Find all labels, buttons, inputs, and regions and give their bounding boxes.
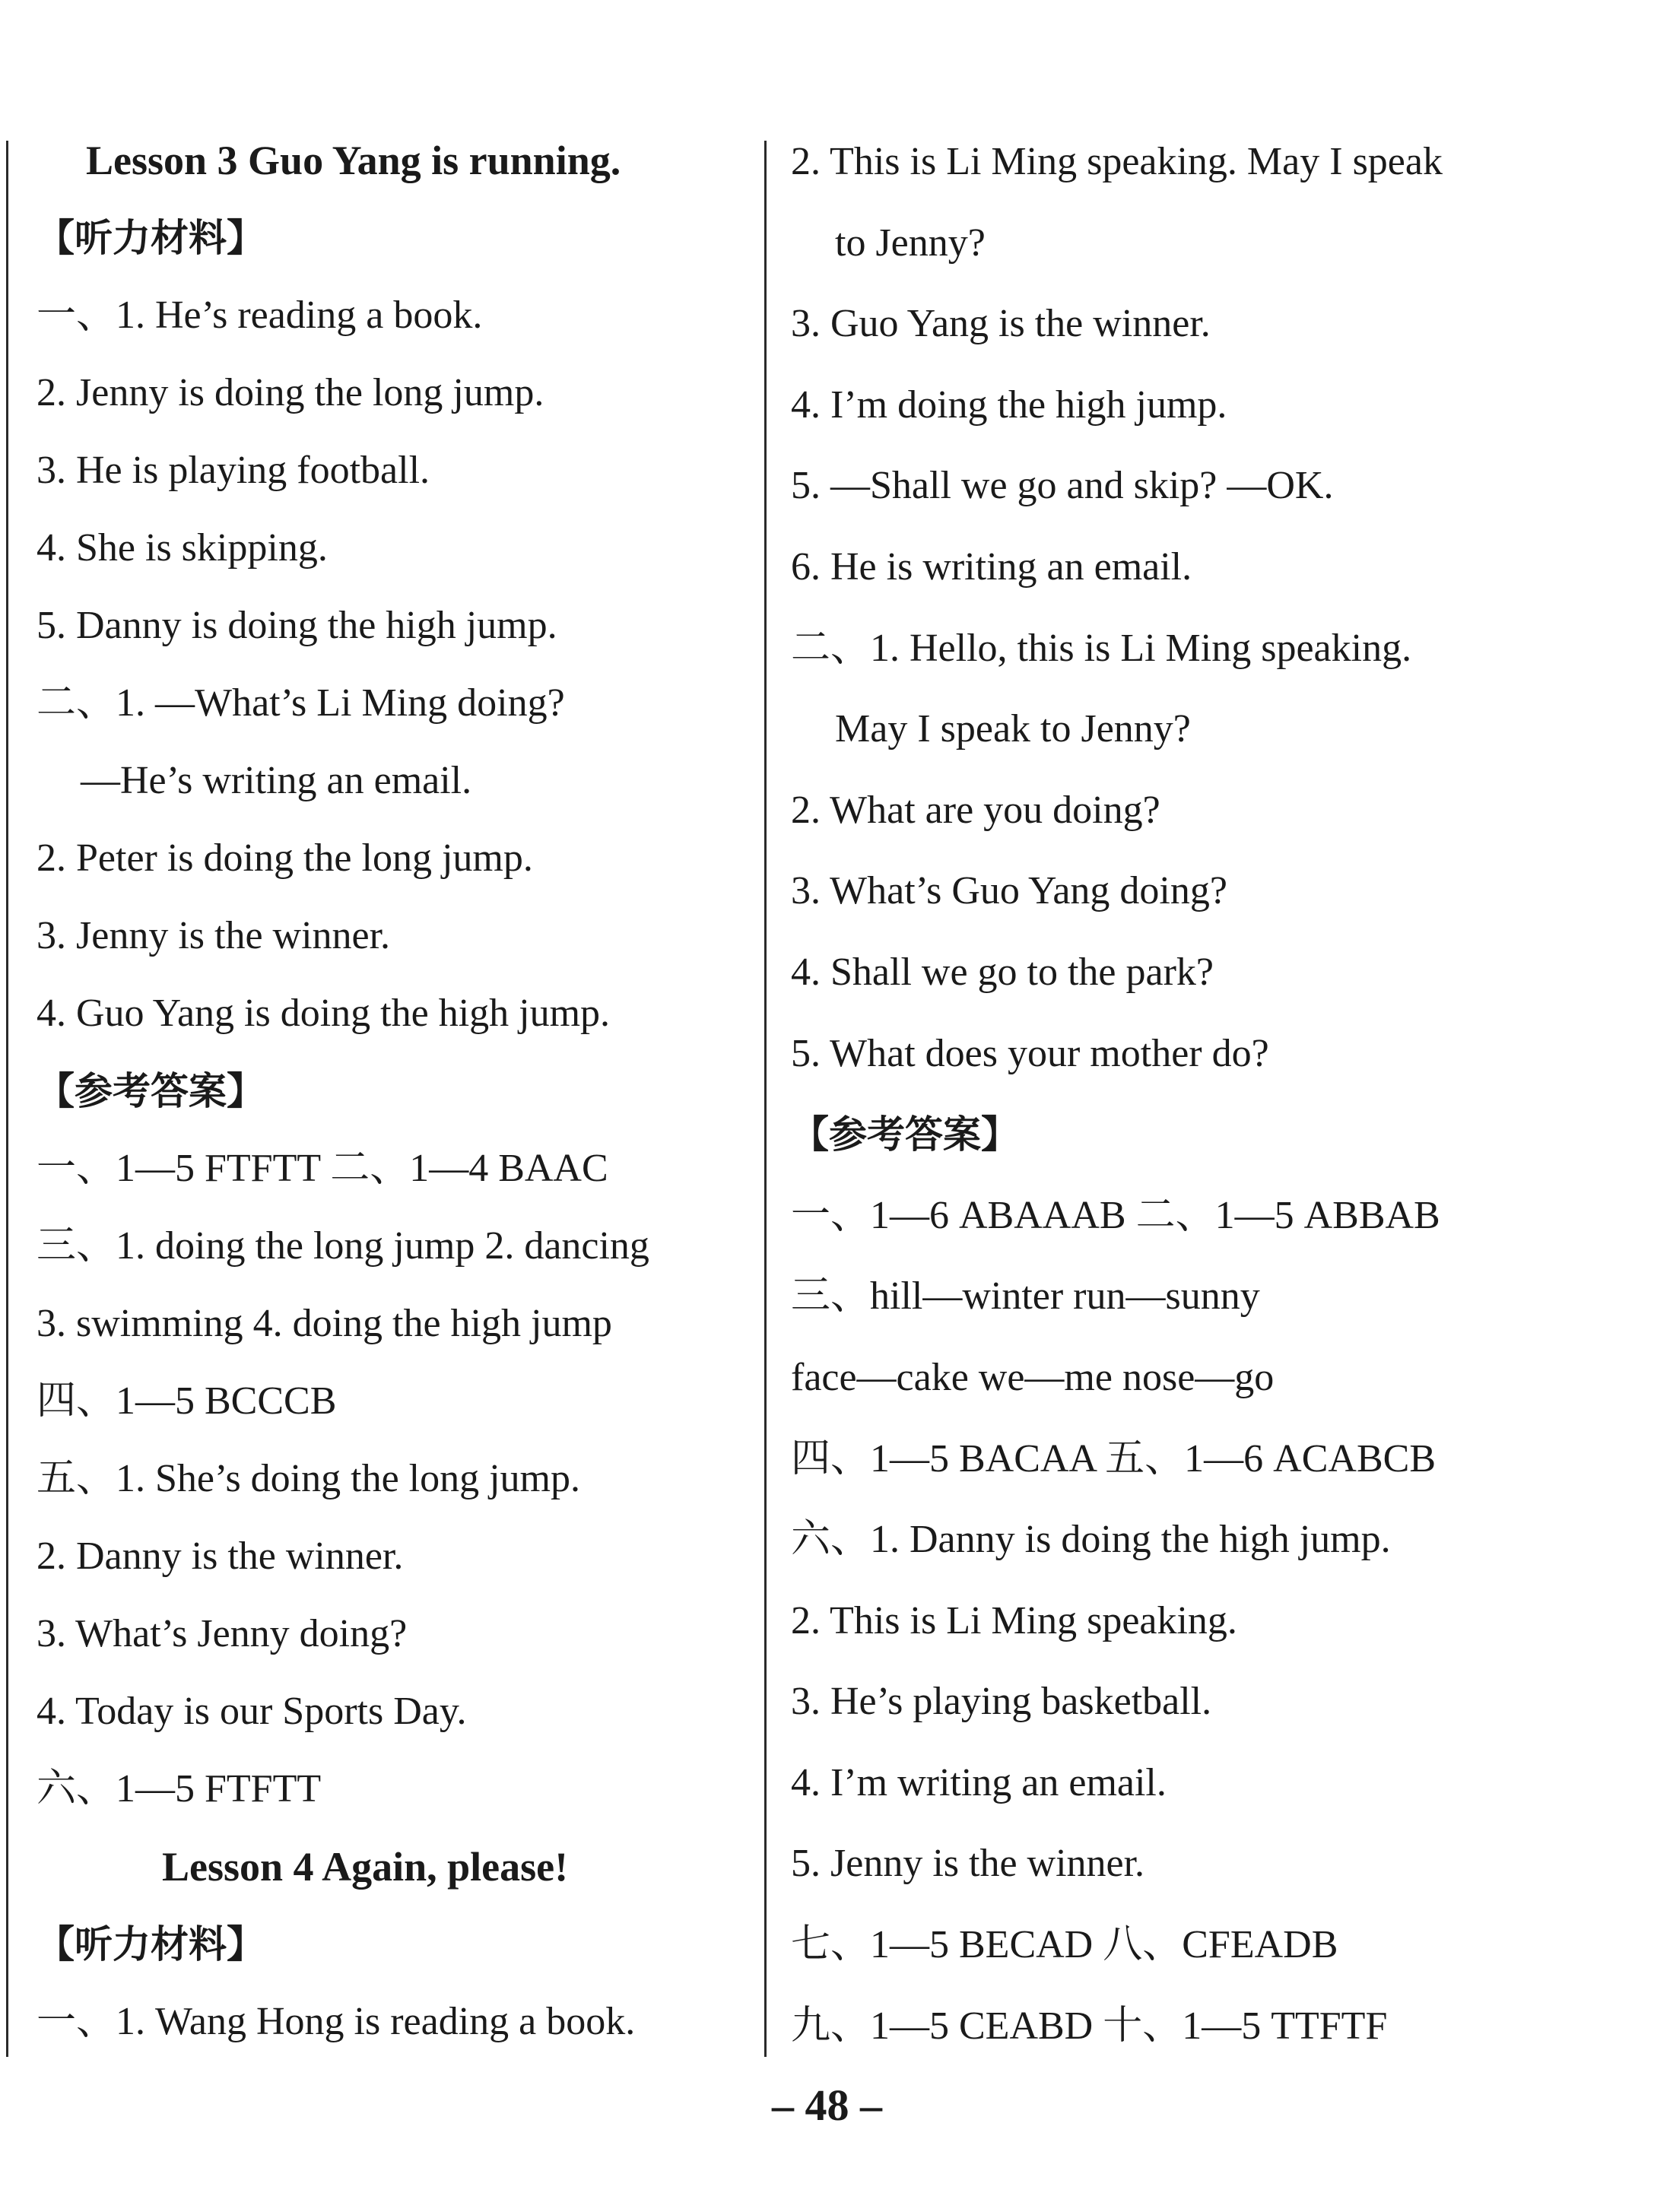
text-line: 一、1. Wang Hong is reading a book. [37,2000,636,2043]
text-line: 2. Peter is doing the long jump. [37,836,533,880]
text-line: 四、1—5 BCCCB [37,1379,337,1423]
section-heading: 【听力材料】 [37,1922,265,1966]
text-line: face—cake we—me nose—go [791,1355,1275,1399]
text-line: 二、1. —What’s Li Ming doing? [37,681,565,725]
text-line: 3. He’s playing basketball. [791,1680,1212,1724]
text-line: 七、1—5 BECAD 八、CFEADB [791,1923,1338,1967]
text-line: 4. Shall we go to the park? [791,950,1214,994]
text-line: 3. He is playing football. [37,449,430,492]
text-line: 2. This is Li Ming speaking. May I speak [791,140,1443,183]
text-line: 三、1. doing the long jump 2. dancing [37,1224,649,1268]
text-line-continued: —He’s writing an email. [81,759,472,802]
text-line: 六、1. Danny is doing the high jump. [791,1518,1391,1562]
text-line: 4. She is skipping. [37,526,328,570]
text-line: 四、1—5 BACAA 五、1—6 ACABCB [791,1436,1436,1480]
section-heading: 【参考答案】 [791,1112,1019,1157]
lesson-title: Lesson 3 Guo Yang is running. [86,138,621,183]
text-line: 5. —Shall we go and skip? —OK. [791,464,1334,508]
text-line: 5. What does your mother do? [791,1031,1269,1075]
text-line: 一、1. He’s reading a book. [37,294,483,337]
left-margin-rule [6,141,8,2057]
text-line: 4. Today is our Sports Day. [37,1690,467,1733]
text-line-continued: May I speak to Jenny? [835,707,1191,751]
text-line-continued: to Jenny? [835,221,986,265]
column-divider-rule [764,141,767,2057]
right-column [791,122,1521,2067]
text-line: 5. Danny is doing the high jump. [37,604,557,647]
text-line: 2. What are you doing? [791,788,1160,832]
text-line: 4. I’m doing the high jump. [791,382,1227,427]
page-number: – 48 – [772,2080,882,2130]
text-line: 六、1—5 FTFTT [37,1767,322,1811]
text-line: 二、1. Hello, this is Li Ming speaking. [791,626,1412,670]
text-line: 一、1—6 ABAAAB 二、1—5 ABBAB [791,1193,1440,1237]
text-line: 4. Guo Yang is doing the high jump. [37,992,611,1035]
text-line: 三、hill—winter run—sunny [791,1274,1260,1319]
text-line: 3. What’s Jenny doing? [37,1612,408,1655]
text-line: 九、1—5 CEABD 十、1—5 TTFTF [791,2004,1388,2048]
text-line: 2. This is Li Ming speaking. [791,1598,1237,1642]
text-line: 五、1. She’s doing the long jump. [37,1457,581,1500]
text-line: 2. Jenny is doing the long jump. [37,371,544,414]
text-line: 6. He is writing an email. [791,544,1192,589]
section-heading: 【听力材料】 [37,216,265,260]
text-line: 一、1—5 FTFTT 二、1—4 BAAC [37,1147,608,1190]
text-line: 3. What’s Guo Yang doing? [791,869,1227,913]
section-heading: 【参考答案】 [37,1069,265,1113]
text-line: 3. Guo Yang is the winner. [791,302,1211,346]
text-line: 3. Jenny is the winner. [37,914,391,957]
text-line: 2. Danny is the winner. [37,1534,404,1578]
text-line: 3. swimming 4. doing the high jump [37,1302,612,1345]
text-line: 5. Jenny is the winner. [791,1842,1145,1886]
left-column [37,122,721,2061]
text-line: 4. I’m writing an email. [791,1760,1167,1804]
lesson-title: Lesson 4 Again, please! [162,1844,569,1890]
